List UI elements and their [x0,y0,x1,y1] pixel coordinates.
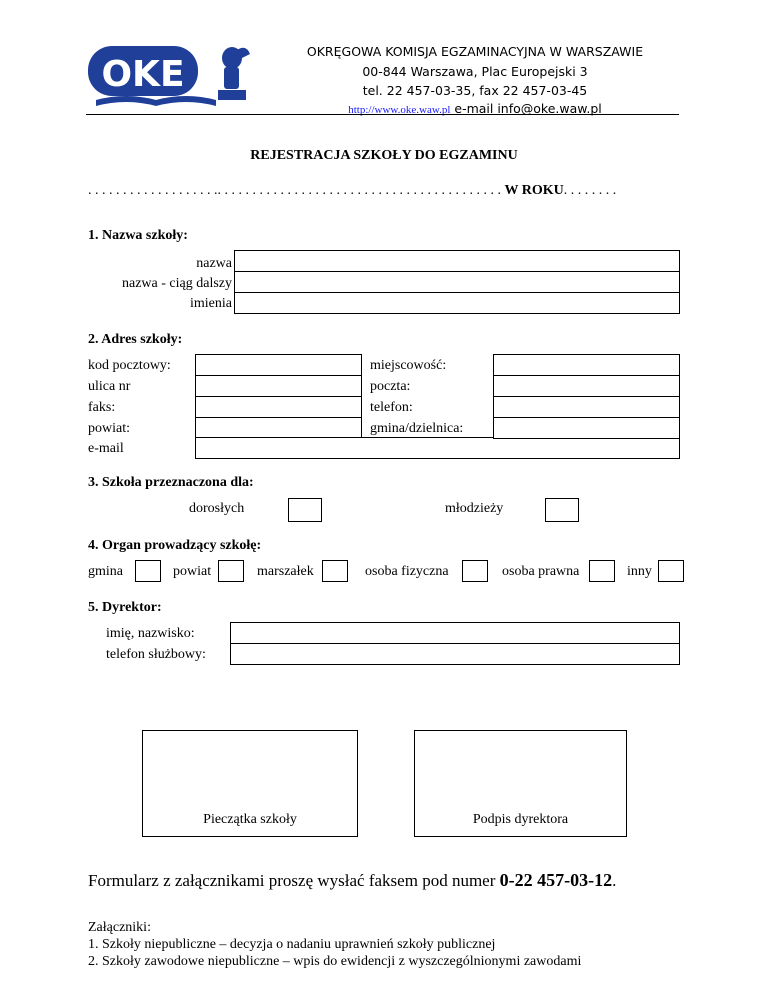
patron-label: imienia [190,296,232,311]
school-patron-field[interactable] [234,292,680,314]
director-phone-label: telefon służbowy: [106,647,206,662]
youth-checkbox[interactable] [545,498,579,522]
year-dots-right: . . . . . . . . [563,183,617,198]
page-title: REJESTRACJA SZKOŁY DO EGZAMINU [250,148,518,163]
year-label: W ROKU [504,183,564,198]
header-divider [86,114,679,115]
school-stamp-box[interactable] [142,730,358,837]
email-label: e-mail [88,441,124,456]
post-office-field[interactable] [493,375,680,397]
county-label: powiat: [88,421,130,436]
adults-checkbox[interactable] [288,498,322,522]
district-field[interactable] [493,417,680,439]
org-phone: tel. 22 457-03-35, fax 22 457-03-45 [362,83,588,98]
director-signature-label: Podpis dyrektora [472,812,569,827]
city-field[interactable] [493,354,680,376]
director-phone-field[interactable] [230,643,680,665]
director-name-label: imię, nazwisko: [106,626,195,641]
legal-person-checkbox[interactable] [589,560,615,582]
oke-logo [86,40,266,110]
fax-label: faks: [88,400,116,415]
email-field[interactable] [195,437,680,459]
attachment-item-2: 2. Szkoły zawodowe niepubliczne – wpis do ewidencji z wyszczególnionymi zawodami [88,954,582,969]
natural-person-label: osoba fizyczna [365,564,449,579]
section4-heading: 4. Organ prowadzący szkołę: [88,538,262,553]
fax-instruction [88,870,616,891]
website-link[interactable]: http://www.oke.waw.pl [348,104,451,116]
city-label: miejscowość: [370,358,447,373]
natural-person-checkbox[interactable] [462,560,488,582]
section2-heading: 2. Adres szkoły: [88,332,183,347]
post-office-label: poczta: [370,379,411,394]
director-signature-box[interactable] [414,730,627,837]
postal-code-label: kod pocztowy: [88,358,171,373]
adults-label: dorosłych [189,501,245,516]
legal-person-label: osoba prawna [502,564,580,579]
county-field[interactable] [195,417,362,439]
section5-heading: 5. Dyrektor: [88,600,162,615]
name-label: nazwa [196,256,232,271]
gmina-checkbox[interactable] [135,560,161,582]
school-name-field[interactable] [234,250,680,272]
phone-field[interactable] [493,396,680,418]
street-field[interactable] [195,375,362,397]
fax-instruction-text: Formularz z załącznikami proszę wysłać faksem pod numer [88,871,500,890]
postal-code-field[interactable] [195,354,362,376]
section1-heading: 1. Nazwa szkoły: [88,228,188,243]
school-name-continued-field[interactable] [234,271,680,293]
name-continued-label: nazwa - ciąg dalszy [122,276,232,291]
marszalek-label: marszałek [257,564,314,579]
year-dots-left: . . . . . . . . . . . . . . . . . . .. . . . . . . . . . . . . . . . . . . . . . . . . . . . . . . . . . . . . . . . . [88,183,505,198]
district-label: gmina/dzielnica: [370,421,464,436]
year-line [88,183,616,199]
youth-label: młodzieży [445,501,504,516]
school-stamp-label: Pieczątka szkoły [203,812,297,827]
street-label: ulica nr [88,379,131,394]
logo-text: OKE [101,54,185,95]
org-address: 00-844 Warszawa, Plac Europejski 3 [362,64,588,79]
director-name-field[interactable] [230,622,680,644]
gmina-label: gmina [88,564,123,579]
org-name: OKRĘGOWA KOMISJA EGZAMINACYJNA W WARSZAWIE [306,44,644,59]
powiat-label: powiat [173,564,212,579]
fax-instruction-end: . [612,871,617,890]
attachments-heading: Załączniki: [88,920,151,935]
other-label: inny [627,564,652,579]
section3-heading: 3. Szkoła przeznaczona dla: [88,475,254,490]
phone-label: telefon: [370,400,413,415]
attachment-item-1: 1. Szkoły niepubliczne – decyzja o nadaniu uprawnień szkoły publicznej [88,937,496,952]
powiat-checkbox[interactable] [218,560,244,582]
other-checkbox[interactable] [658,560,684,582]
org-email: e-mail info@oke.waw.pl [450,101,602,116]
marszalek-checkbox[interactable] [322,560,348,582]
fax-number: 0-22 457-03-12 [499,870,613,890]
fax-field[interactable] [195,396,362,418]
oke-logo-graphic [86,40,266,110]
